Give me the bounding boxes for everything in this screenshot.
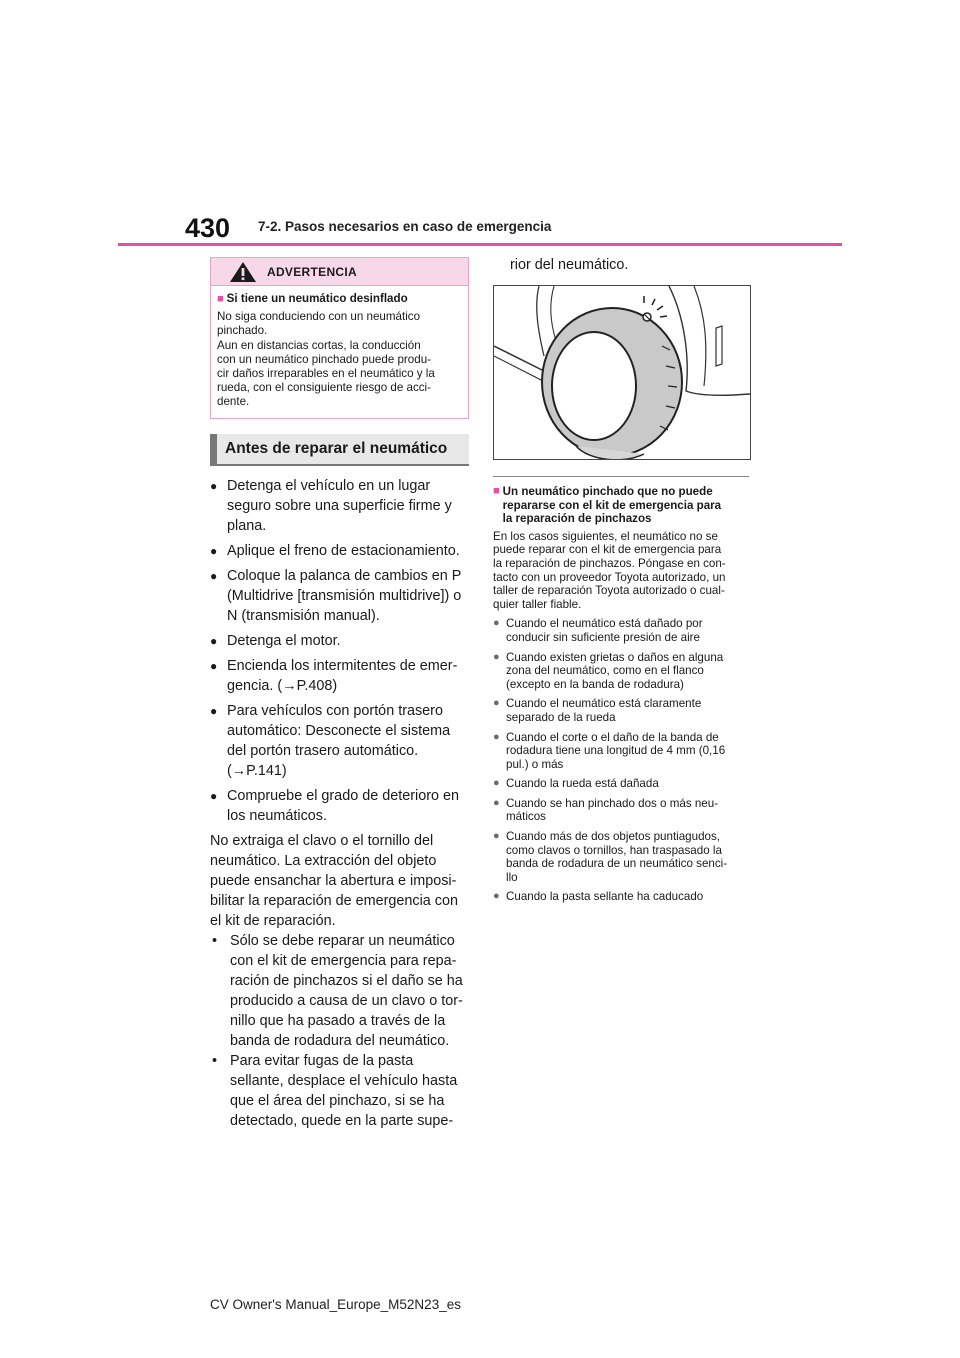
header-rule [118,243,842,246]
bullet-dot-icon: ● [210,703,218,718]
sub-item: • Sólo se debe reparar un neumático con el kit de emergencia para repa- ración de pinchazos si el daño se ha producido a causa de un clavo o tor- nillo que ha pasado a través de la banda de rodadura del neumático. [212,932,463,1049]
list-item: ● Aplique el freno de estacionamiento. [210,542,460,559]
warning-triangle-icon [229,261,257,283]
tire-drawing [494,286,750,459]
page-number: 430 [185,213,231,243]
warning-header [211,258,468,286]
figure-divider [493,476,749,477]
bullet-dot-icon: ● [210,478,218,493]
bullet-dot-icon: ● [210,658,218,673]
square-bullet-icon: ■ [217,293,224,305]
list-item: ● Cuando se han pinchado dos o más neu- máticos [493,796,719,824]
right-paragraph: En los casos siguientes, el neumático no se puede reparar con el kit de emergencia para la reparación de pinchazos. Póngase en con- tacto con un proveedor Toyota autorizado, un taller de reparación Toyota autorizado o cual- quier taller fiable. [493,529,726,611]
warning-label: ADVERTENCIA [267,264,357,279]
tire-illustration [493,285,751,460]
left-column [210,257,469,1131]
square-bullet-icon: ■ [493,485,500,497]
list-item: ● Cuando existen grietas o daños en alguna zona del neumático, como en el flanco (excepto en la banda de rodadura) [493,650,724,691]
list-item: ● Para vehículos con portón trasero automático: Desconecte el sistema del portón trasero automático. (→P.141) [210,702,451,779]
heading-accent [210,434,217,464]
list-item: ● Encienda los intermitentes de emer- gencia. (→P.408) [210,657,458,694]
list-item: ● Cuando el neumático está dañado por conducir sin suficiente presión de aire [493,617,703,644]
bullet-dot-icon: ● [493,650,500,663]
bullet-dot-icon: ● [210,543,218,558]
bullet-dot-icon: ● [493,777,500,790]
body-paragraph: No extraiga el clavo o el tornillo del neumático. La extracción del objeto puede ensanchar la abertura e imposi- bilitar la reparación de emergencia con el kit de reparación. [210,832,458,929]
list-item: ● Detenga el motor. [210,632,341,649]
warning-box [210,257,469,419]
list-item: ● Cuando la pasta sellante ha caducado [493,890,704,904]
list-item: ● Compruebe el grado de deterioro en los neumáticos. [210,787,459,824]
list-item: ● Cuando el corte o el daño de la banda de rodadura tiene una longitud de 4 mm (0,16 pul.) o más [493,730,726,771]
footer: CV Owner's Manual_Europe_M52N23_es [210,1297,461,1312]
list-item: ● Cuando más de dos objetos puntiagudos, como clavos o tornillos, han traspasado la banda de rodadura de un neumático senci- llo [493,830,728,884]
list-item: ● Cuando el neumático está claramente separado de la rueda [493,697,702,724]
section-title: 7-2. Pasos necesarios en caso de emergencia [258,219,552,234]
bullet-dot-icon: ● [210,788,218,803]
list-item: ● Coloque la palanca de cambios en P (Multidrive [transmisión multidrive]) o N (transmisión manual). [210,567,462,624]
bullet-dot-icon: ● [493,697,500,710]
step-list [210,476,469,826]
bullet-dot-icon: ● [493,830,500,843]
list-item: ● Cuando la rueda está dañada [493,777,659,791]
warning-text: No siga conduciendo con un neumático pinchado. Aun en distancias cortas, la conducción con un neumático pinchado puede produ- cir daños irreparables en el neumático y la rueda, con el consiguiente riesgo de acci- dente. [217,310,435,409]
bullet-dot-icon: ● [210,633,218,648]
section-heading-text: Antes de reparar el neumático [225,439,448,457]
continued-text: rior del neumático. [510,257,629,273]
bullet-dot-icon: ● [210,568,218,583]
bullet-dot-icon: ● [493,730,500,743]
right-column [493,255,749,904]
bullet-dot-icon: ● [493,617,500,630]
section-heading [210,434,469,466]
list-item: ● Detenga el vehículo en un lugar seguro sobre una superficie firme y plana. [210,477,452,534]
warning-subheading: ■ Si tiene un neumático desinflado [217,292,408,305]
warning-body [211,286,468,418]
bullet-dot-icon: ● [493,796,500,809]
right-subheading: ■ Un neumático pinchado que no puede repararse con el kit de emergencia para la reparación de pinchazos [493,485,722,526]
bullet-dot-icon: ● [493,890,500,903]
sub-item: • Para evitar fugas de la pasta sellante, desplace el vehículo hasta que el área del pinchazo, si se ha detectado, quede en la parte supe- [212,1052,458,1129]
